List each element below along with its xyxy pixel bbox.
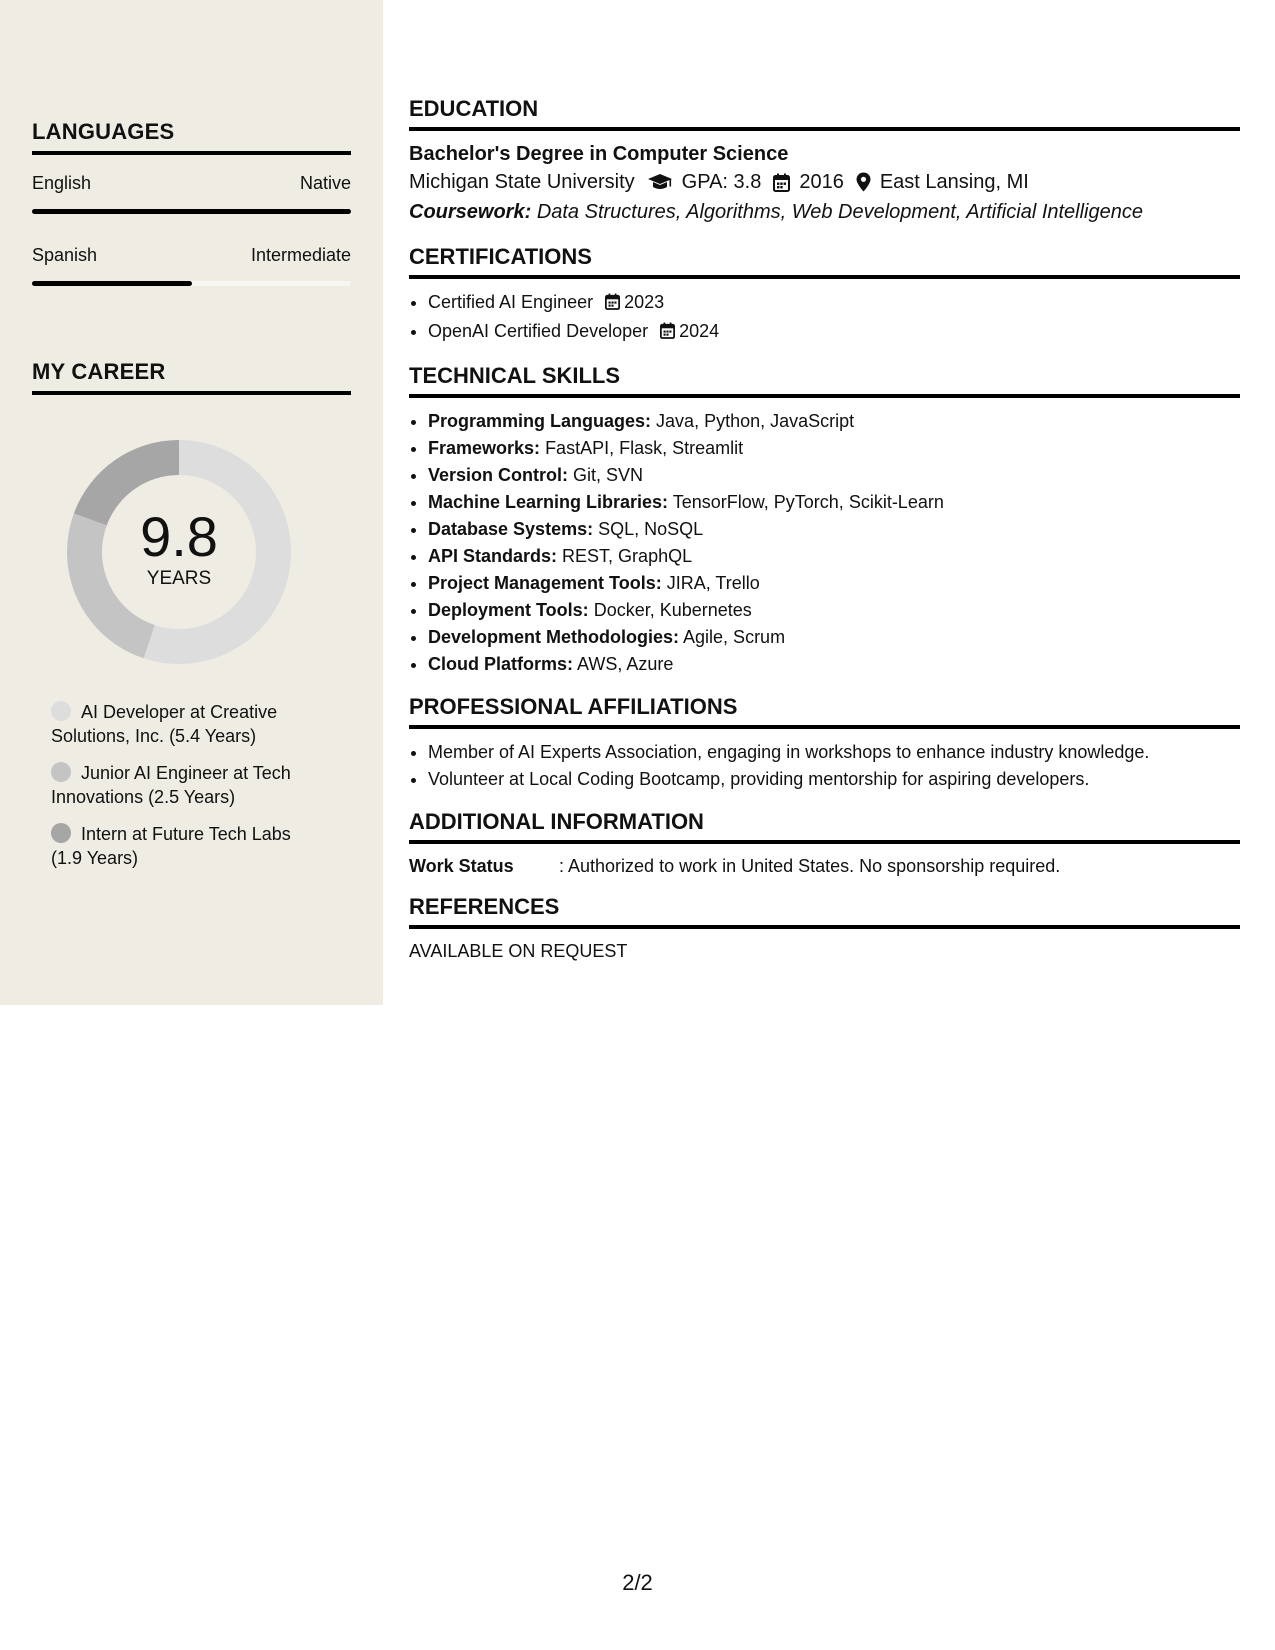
skill-item (428, 570, 1240, 597)
skill-value: JIRA, Trello (666, 573, 760, 593)
certification-item (428, 289, 1240, 318)
certifications-list (409, 289, 1240, 347)
career-legend (51, 700, 321, 883)
references-section (409, 894, 1240, 963)
affiliations-heading: PROFESSIONAL AFFILIATIONS (409, 694, 1240, 729)
location-pin-icon (856, 172, 871, 192)
certification-name: OpenAI Certified Developer (428, 321, 649, 341)
career-role-label: Junior AI Engineer at Tech Innovations (2.5 Years) (51, 763, 291, 807)
affiliation-item: • Member of AI Experts Association, engaging in workshops to enhance industry knowledge. (428, 739, 1240, 766)
skill-item (428, 651, 1240, 678)
skill-label: Deployment Tools: (428, 600, 589, 620)
education-gpa: GPA: 3.8 (681, 171, 762, 193)
career-legend-dot (51, 762, 71, 782)
career-legend-dot (51, 823, 71, 843)
certifications-section (409, 244, 1240, 347)
skill-label: Version Control: (428, 465, 569, 485)
skill-label: Machine Learning Libraries: (428, 492, 669, 512)
additional-info-heading: ADDITIONAL INFORMATION (409, 809, 1240, 844)
skill-item (428, 435, 1240, 462)
language-level: Intermediate (250, 245, 351, 265)
career-legend-dot (51, 701, 71, 721)
languages-section (32, 119, 351, 286)
education-year: 2016 (799, 171, 844, 193)
skill-value: REST, GraphQL (562, 546, 693, 566)
skill-label: Project Management Tools: (428, 573, 662, 593)
affiliations-section (409, 694, 1240, 793)
skill-item (428, 462, 1240, 489)
skill-label: Development Methodologies: (428, 627, 680, 647)
skill-value: FastAPI, Flask, Streamlit (545, 438, 744, 458)
career-section (32, 359, 351, 395)
skill-value: Agile, Scrum (683, 627, 786, 647)
certifications-heading: CERTIFICATIONS (409, 244, 1240, 279)
skill-value: SQL, NoSQL (598, 519, 704, 539)
education-heading: EDUCATION (409, 96, 1240, 131)
education-degree: Bachelor's Degree in Computer Science (409, 143, 789, 165)
technical-skills-list (409, 408, 1240, 678)
skill-label: Database Systems: (428, 519, 594, 539)
certification-year: 2023 (624, 292, 665, 312)
skill-item (428, 543, 1240, 570)
certification-name: Certified AI Engineer (428, 292, 594, 312)
additional-info-section (409, 809, 1240, 878)
calendar-icon (605, 291, 620, 318)
career-total-unit: YEARS (146, 568, 212, 589)
language-item (32, 172, 351, 214)
technical-skills-section (409, 363, 1240, 678)
calendar-icon (660, 320, 675, 347)
affiliation-item: • Volunteer at Local Coding Bootcamp, providing mentorship for aspiring developers. (428, 766, 1240, 793)
language-level: Native (299, 173, 351, 193)
skill-item (428, 597, 1240, 624)
language-item (32, 244, 351, 286)
work-status-row (409, 854, 1240, 878)
coursework-label: Coursework: (409, 201, 532, 223)
skill-value: AWS, Azure (577, 654, 674, 674)
career-legend-item (51, 761, 321, 809)
main-content (409, 96, 1240, 963)
skill-label: Programming Languages: (428, 411, 652, 431)
language-name: Spanish (32, 245, 98, 265)
references-text: AVAILABLE ON REQUEST (409, 941, 628, 961)
skill-label: Frameworks: (428, 438, 541, 458)
education-school: Michigan State University (409, 171, 635, 193)
certification-year: 2024 (679, 321, 720, 341)
coursework-list: Data Structures, Algorithms, Web Development, Artificial Intelligence (536, 201, 1143, 223)
career-role-label: AI Developer at Creative Solutions, Inc. (5.4 Years) (51, 702, 278, 746)
skill-label: API Standards: (428, 546, 558, 566)
language-proficiency-fill (32, 209, 351, 214)
education-section (409, 96, 1240, 228)
skill-value: Java, Python, JavaScript (656, 411, 855, 431)
skill-item (428, 489, 1240, 516)
education-location: East Lansing, MI (879, 171, 1029, 193)
skill-value: Git, SVN (573, 465, 644, 485)
education-coursework (409, 197, 1240, 228)
skill-value: Docker, Kubernetes (593, 600, 752, 620)
skill-label: Cloud Platforms: (428, 654, 574, 674)
work-status-label: Work Status (409, 856, 514, 876)
language-proficiency-fill (32, 281, 192, 286)
calendar-icon (773, 173, 790, 192)
language-proficiency-bar (32, 209, 351, 214)
work-status-value: : Authorized to work in United States. No sponsorship required. (559, 856, 1061, 876)
page-number: 2/2 (622, 1570, 653, 1595)
certification-item (428, 318, 1240, 347)
career-role-label: Intern at Future Tech Labs (1.9 Years) (51, 824, 291, 868)
language-name: English (32, 173, 92, 193)
languages-heading: LANGUAGES (32, 119, 351, 155)
education-details (409, 167, 1240, 197)
career-legend-item (51, 700, 321, 748)
graduation-cap-icon (647, 172, 673, 192)
skill-item (428, 516, 1240, 543)
skill-item (428, 408, 1240, 435)
skill-value: TensorFlow, PyTorch, Scikit-Learn (672, 492, 944, 512)
language-proficiency-bar (32, 281, 351, 286)
technical-skills-heading: TECHNICAL SKILLS (409, 363, 1240, 398)
career-legend-item (51, 822, 321, 870)
career-donut-chart (66, 439, 292, 665)
affiliations-list (409, 739, 1240, 793)
career-donut-center (66, 439, 292, 665)
career-total-years: 9.8 (140, 505, 218, 568)
career-heading: MY CAREER (32, 359, 351, 395)
references-heading: REFERENCES (409, 894, 1240, 929)
skill-item (428, 624, 1240, 651)
